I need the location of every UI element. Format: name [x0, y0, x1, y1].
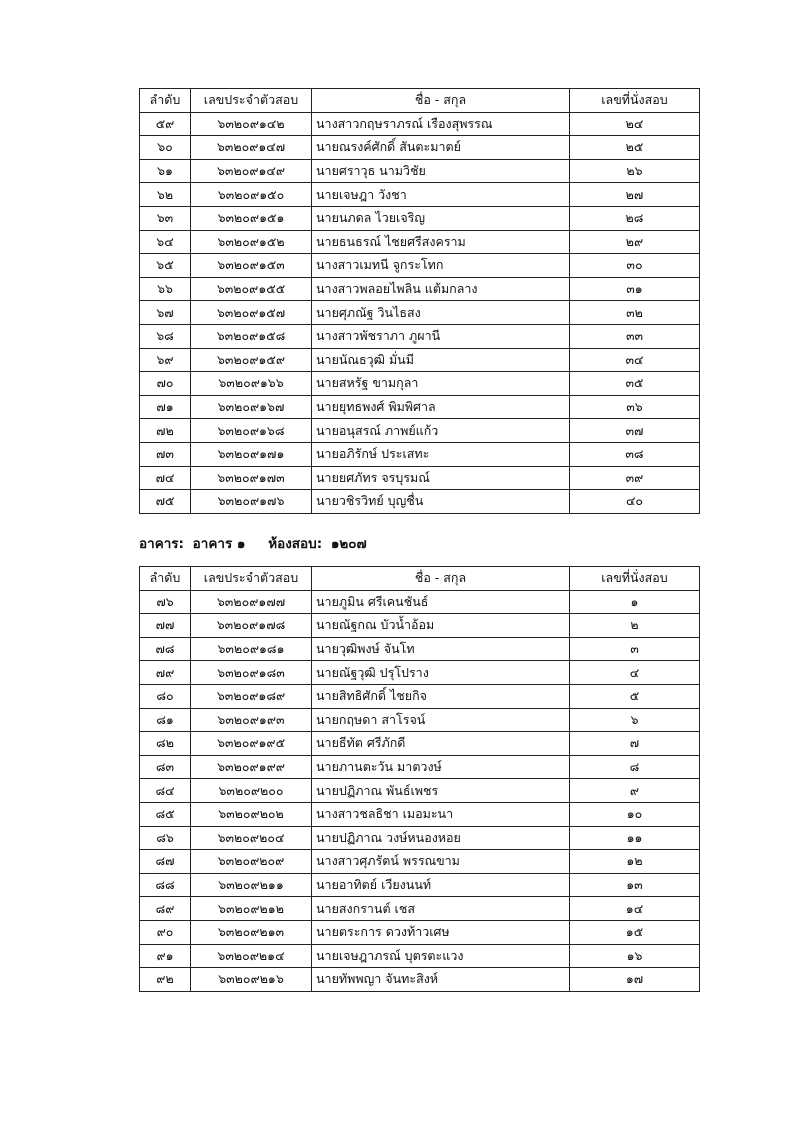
cell-name: นางสาวศุภรัตน์ พรรณขาม — [312, 850, 570, 874]
table-row — [140, 684, 700, 708]
cell-seat: ๒ — [570, 614, 700, 638]
cell-exam-id: ๖๓๒๐๙๒๑๒ — [191, 897, 312, 921]
cell-seat: ๔ — [570, 661, 700, 685]
cell-name: นายวชิรวิทย์ บุญชื่น — [312, 490, 570, 514]
cell-name: นางสาวเมทนี จูกระโทก — [312, 254, 570, 278]
cell-order: ๗๐ — [140, 372, 191, 396]
table-row — [140, 708, 700, 732]
cell-exam-id: ๖๓๒๐๙๑๗๘ — [191, 614, 312, 638]
cell-seat: ๓ — [570, 637, 700, 661]
cell-order: ๖๘ — [140, 324, 191, 348]
cell-name: นายภานตะวัน มาตวงษ์ — [312, 755, 570, 779]
cell-exam-id: ๖๓๒๐๙๑๔๙ — [191, 159, 312, 183]
cell-order: ๕๙ — [140, 112, 191, 136]
cell-seat: ๓๔ — [570, 348, 700, 372]
table-row — [140, 136, 700, 160]
cell-order: ๙๑ — [140, 944, 191, 968]
cell-seat: ๒๙ — [570, 230, 700, 254]
cell-order: ๗๓ — [140, 442, 191, 466]
cell-name: นายยศภัทร จรบุรมณ์ — [312, 466, 570, 490]
cell-order: ๙๐ — [140, 920, 191, 944]
cell-seat: ๒๔ — [570, 112, 700, 136]
cell-name: นายปฏิภาณ วงษ์หนองหอย — [312, 826, 570, 850]
cell-seat: ๒๘ — [570, 206, 700, 230]
cell-order: ๗๑ — [140, 395, 191, 419]
cell-name: นายณรงค์ศักดิ์ สันตะมาตย์ — [312, 136, 570, 160]
cell-name: นายธนธรณ์ ไชยศรีสงคราม — [312, 230, 570, 254]
cell-name: นางสาวชลธิชา เมอมะนา — [312, 802, 570, 826]
cell-name: นายทัพพญา จันทะสิงห์ — [312, 968, 570, 992]
cell-seat: ๕ — [570, 684, 700, 708]
cell-seat: ๓๒ — [570, 301, 700, 325]
cell-exam-id: ๖๓๒๐๙๑๕๘ — [191, 324, 312, 348]
cell-order: ๘๘ — [140, 873, 191, 897]
cell-seat: ๘ — [570, 755, 700, 779]
cell-exam-id: ๖๓๒๐๙๑๙๙ — [191, 755, 312, 779]
table-row — [140, 395, 700, 419]
table-row — [140, 348, 700, 372]
cell-exam-id: ๖๓๒๐๙๑๘๑ — [191, 637, 312, 661]
cell-exam-id: ๖๓๒๐๙๑๖๗ — [191, 395, 312, 419]
table-row — [140, 755, 700, 779]
cell-name: นายอภิรักษ์ ประเสทะ — [312, 442, 570, 466]
cell-order: ๙๒ — [140, 968, 191, 992]
cell-name: นายศราวุธ นามวิชัย — [312, 159, 570, 183]
column-header-seat: เลขที่นั่งสอบ — [570, 89, 700, 113]
cell-exam-id: ๖๓๒๐๙๑๕๑ — [191, 206, 312, 230]
column-header-order: ลำดับ — [140, 567, 191, 591]
cell-seat: ๖ — [570, 708, 700, 732]
table-row — [140, 732, 700, 756]
table-row — [140, 590, 700, 614]
cell-order: ๖๖ — [140, 277, 191, 301]
cell-exam-id: ๖๓๒๐๙๑๗๑ — [191, 442, 312, 466]
table-row — [140, 301, 700, 325]
cell-order: ๗๘ — [140, 637, 191, 661]
table-row — [140, 112, 700, 136]
table-row — [140, 466, 700, 490]
table-row — [140, 850, 700, 874]
cell-seat: ๒๗ — [570, 183, 700, 207]
cell-name: นายสิทธิศักดิ์ ไชยกิจ — [312, 684, 570, 708]
table-row — [140, 183, 700, 207]
cell-seat: ๒๖ — [570, 159, 700, 183]
cell-exam-id: ๖๓๒๐๙๒๑๑ — [191, 873, 312, 897]
room-value: ๑๒๐๗ — [330, 536, 367, 552]
cell-seat: ๑๒ — [570, 850, 700, 874]
cell-seat: ๑๖ — [570, 944, 700, 968]
cell-seat: ๑ — [570, 590, 700, 614]
table-row — [140, 254, 700, 278]
column-header-exam-id: เลขประจำตัวสอบ — [191, 567, 312, 591]
cell-seat: ๑๔ — [570, 897, 700, 921]
cell-exam-id: ๖๓๒๐๙๑๙๕ — [191, 732, 312, 756]
exam-roster-table-1 — [139, 88, 700, 514]
cell-order: ๖๓ — [140, 206, 191, 230]
cell-seat: ๑๑ — [570, 826, 700, 850]
cell-exam-id: ๖๓๒๐๙๒๐๙ — [191, 850, 312, 874]
cell-name: นายณัฐวุฒิ ปรุโปราง — [312, 661, 570, 685]
cell-exam-id: ๖๓๒๐๙๒๑๖ — [191, 968, 312, 992]
cell-name: นางสาวกฤษราภรณ์ เรืองสุพรรณ — [312, 112, 570, 136]
cell-name: นายนภดล ไวยเจริญ — [312, 206, 570, 230]
cell-seat: ๓๖ — [570, 395, 700, 419]
table-row — [140, 661, 700, 685]
table-row — [140, 419, 700, 443]
cell-exam-id: ๖๓๒๐๙๒๑๓ — [191, 920, 312, 944]
exam-roster-table-2 — [139, 566, 700, 992]
cell-seat: ๑๓ — [570, 873, 700, 897]
table-row — [140, 614, 700, 638]
cell-seat: ๑๕ — [570, 920, 700, 944]
table-row — [140, 802, 700, 826]
cell-order: ๗๔ — [140, 466, 191, 490]
cell-exam-id: ๖๓๒๐๙๑๙๓ — [191, 708, 312, 732]
table-row — [140, 826, 700, 850]
cell-seat: ๓๙ — [570, 466, 700, 490]
cell-exam-id: ๖๓๒๐๙๑๖๖ — [191, 372, 312, 396]
cell-name: นายเจษฎา วังชา — [312, 183, 570, 207]
cell-order: ๖๑ — [140, 159, 191, 183]
cell-name: นายตระการ ดวงท้าวเศษ — [312, 920, 570, 944]
column-header-exam-id: เลขประจำตัวสอบ — [191, 89, 312, 113]
cell-seat: ๓๗ — [570, 419, 700, 443]
cell-exam-id: ๖๓๒๐๙๑๕๗ — [191, 301, 312, 325]
cell-order: ๖๕ — [140, 254, 191, 278]
cell-name: นายอนุสรณ์ ภาพย์แก้ว — [312, 419, 570, 443]
column-header-seat: เลขที่นั่งสอบ — [570, 567, 700, 591]
table-row — [140, 873, 700, 897]
cell-seat: ๓๘ — [570, 442, 700, 466]
table-row — [140, 159, 700, 183]
cell-order: ๘๙ — [140, 897, 191, 921]
cell-order: ๘๐ — [140, 684, 191, 708]
table-row — [140, 277, 700, 301]
cell-exam-id: ๖๓๒๐๙๑๔๒ — [191, 112, 312, 136]
cell-name: นายนัณธวุฒิ มั่นมี — [312, 348, 570, 372]
cell-name: นายภูมิน ศรีเคนชันธ์ — [312, 590, 570, 614]
cell-name: นางสาวพลอยไพลิน แต้มกลาง — [312, 277, 570, 301]
table-row — [140, 206, 700, 230]
table-row — [140, 897, 700, 921]
table-row — [140, 442, 700, 466]
column-header-name: ชื่อ - สกุล — [312, 567, 570, 591]
cell-order: ๘๕ — [140, 802, 191, 826]
cell-exam-id: ๖๓๒๐๙๑๗๖ — [191, 490, 312, 514]
cell-order: ๖๗ — [140, 301, 191, 325]
cell-order: ๖๐ — [140, 136, 191, 160]
cell-order: ๗๖ — [140, 590, 191, 614]
cell-name: นายสหรัฐ ขามกุลา — [312, 372, 570, 396]
cell-order: ๘๔ — [140, 779, 191, 803]
cell-name: นายธีทัต ศรีภักดี — [312, 732, 570, 756]
cell-seat: ๙ — [570, 779, 700, 803]
cell-exam-id: ๖๓๒๐๙๑๗๓ — [191, 466, 312, 490]
table-header-row — [140, 567, 700, 591]
cell-name: นายสงกรานต์ เชส — [312, 897, 570, 921]
table-row — [140, 372, 700, 396]
room-heading — [139, 532, 371, 554]
cell-seat: ๒๕ — [570, 136, 700, 160]
cell-exam-id: ๖๓๒๐๙๑๕๓ — [191, 254, 312, 278]
table-row — [140, 779, 700, 803]
cell-name: นายอาทิตย์ เวียงนนท์ — [312, 873, 570, 897]
building-value: อาคาร ๑ — [192, 536, 246, 552]
cell-exam-id: ๖๓๒๐๙๑๕๙ — [191, 348, 312, 372]
cell-exam-id: ๖๓๒๐๙๑๕๒ — [191, 230, 312, 254]
cell-exam-id: ๖๓๒๐๙๑๕๐ — [191, 183, 312, 207]
cell-exam-id: ๖๓๒๐๙๑๘๓ — [191, 661, 312, 685]
cell-name: นายกฤษดา สาโรจน์ — [312, 708, 570, 732]
cell-name: นายยุทธพงศ์ พิมพิศาล — [312, 395, 570, 419]
cell-order: ๘๓ — [140, 755, 191, 779]
cell-seat: ๓๐ — [570, 254, 700, 278]
cell-name: นายวุฒิพงษ์ จันโท — [312, 637, 570, 661]
table-row — [140, 920, 700, 944]
cell-name: นางสาวพัชราภา ภูผานี — [312, 324, 570, 348]
table-row — [140, 490, 700, 514]
cell-exam-id: ๖๓๒๐๙๒๐๐ — [191, 779, 312, 803]
cell-order: ๘๒ — [140, 732, 191, 756]
cell-order: ๘๗ — [140, 850, 191, 874]
cell-order: ๗๙ — [140, 661, 191, 685]
table-row — [140, 637, 700, 661]
cell-seat: ๑๐ — [570, 802, 700, 826]
cell-name: นายปฏิภาณ พันธ์เพชร — [312, 779, 570, 803]
cell-order: ๗๗ — [140, 614, 191, 638]
cell-exam-id: ๖๓๒๐๙๒๐๒ — [191, 802, 312, 826]
cell-exam-id: ๖๓๒๐๙๒๑๔ — [191, 944, 312, 968]
cell-name: นายณัฐกณ บัวน้ำอ้อม — [312, 614, 570, 638]
cell-exam-id: ๖๓๒๐๙๑๗๗ — [191, 590, 312, 614]
cell-exam-id: ๖๓๒๐๙๑๘๙ — [191, 684, 312, 708]
cell-name: นายเจษฎาภรณ์ บุตรตะแวง — [312, 944, 570, 968]
cell-seat: ๗ — [570, 732, 700, 756]
table-header-row — [140, 89, 700, 113]
building-label: อาคาร: — [139, 536, 184, 552]
column-header-order: ลำดับ — [140, 89, 191, 113]
cell-exam-id: ๖๓๒๐๙๒๐๔ — [191, 826, 312, 850]
cell-order: ๘๑ — [140, 708, 191, 732]
cell-exam-id: ๖๓๒๐๙๑๕๕ — [191, 277, 312, 301]
cell-order: ๗๒ — [140, 419, 191, 443]
cell-seat: ๓๕ — [570, 372, 700, 396]
cell-seat: ๓๑ — [570, 277, 700, 301]
cell-seat: ๓๓ — [570, 324, 700, 348]
cell-order: ๖๒ — [140, 183, 191, 207]
cell-order: ๗๕ — [140, 490, 191, 514]
cell-order: ๖๙ — [140, 348, 191, 372]
cell-name: นายศุภณัฐ วินไธสง — [312, 301, 570, 325]
table-row — [140, 944, 700, 968]
column-header-name: ชื่อ - สกุล — [312, 89, 570, 113]
cell-order: ๖๔ — [140, 230, 191, 254]
room-label: ห้องสอบ: — [268, 536, 323, 552]
cell-seat: ๔๐ — [570, 490, 700, 514]
cell-exam-id: ๖๓๒๐๙๑๖๘ — [191, 419, 312, 443]
cell-seat: ๑๗ — [570, 968, 700, 992]
table-row — [140, 324, 700, 348]
cell-exam-id: ๖๓๒๐๙๑๔๗ — [191, 136, 312, 160]
table-row — [140, 968, 700, 992]
cell-order: ๘๖ — [140, 826, 191, 850]
table-row — [140, 230, 700, 254]
